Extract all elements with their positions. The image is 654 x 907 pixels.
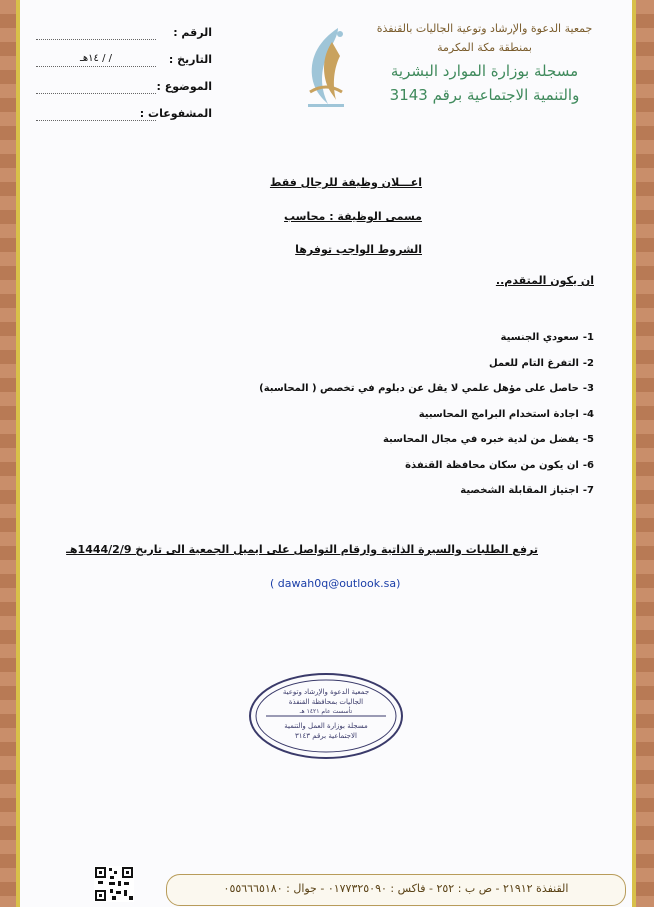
svg-text:مسجلة بوزارة العمل والتنمية: مسجلة بوزارة العمل والتنمية <box>284 722 368 730</box>
decorative-border-right <box>636 0 654 907</box>
submission-instructions: ترفع الطلبات والسيرة الذاتية وارقام التواصل على ايميل الجمعية الى تاريخ 1444/2/9هـ <box>66 543 538 556</box>
meta-value: / / ١٤هـ <box>36 53 156 67</box>
applicant-intro: ان يكون المتقدم.. <box>495 274 594 287</box>
meta-value <box>36 80 156 94</box>
organization-header <box>367 22 602 104</box>
list-item: 1-سعودي الجنسية <box>500 332 594 343</box>
decorative-border-left <box>0 0 16 907</box>
list-item: 2-التفرغ التام للعمل <box>488 357 594 369</box>
org-logo-icon <box>298 22 354 112</box>
official-stamp-icon <box>246 670 406 762</box>
list-item: 6-ان يكون من سكان محافظة القنفذة <box>405 459 594 471</box>
meta-label: الموضوع : <box>156 80 212 93</box>
requirements-list <box>259 332 594 511</box>
meta-row-attachments <box>36 107 212 121</box>
meta-value <box>36 107 156 121</box>
org-region: بمنطقة مكة المكرمة <box>437 41 532 54</box>
meta-label: المشفوعات : <box>139 107 212 120</box>
list-item: 3-حاصل على مؤهل علمي لا يقل عن دبلوم في تخصص ( المحاسبة) <box>259 383 594 394</box>
meta-label: الرقم : <box>173 26 212 39</box>
list-item: 4-اجادة استخدام البرامج المحاسبية <box>418 408 594 420</box>
announcement-title: اعـــلان وظيفة للرجال فقط <box>269 176 422 189</box>
qr-code-icon <box>94 866 134 902</box>
list-item: 5-يفضل من لدية خبره في مجال المحاسبة <box>382 434 594 445</box>
svg-text:جمعية الدعوة والإرشاد وتوعية: جمعية الدعوة والإرشاد وتوعية <box>282 688 370 696</box>
org-registration-line1: مسجلة بوزارة الموارد البشرية <box>390 62 579 80</box>
org-registration-line2: والتنمية الاجتماعية برقم 3143 <box>389 86 580 104</box>
org-name: جمعية الدعوة والإرشاد وتوعية الجاليات بالقنفذة <box>376 22 593 35</box>
letterhead-page <box>20 0 632 907</box>
svg-text:تأسست عام ١٤٢١ هـ: تأسست عام ١٤٢١ هـ <box>299 708 353 715</box>
contact-email-link[interactable]: ( dawah0q@outlook.sa) <box>270 577 401 590</box>
document-meta <box>36 26 212 134</box>
list-item: 7-اجتياز المقابلة الشخصية <box>460 485 594 496</box>
job-title: مسمى الوظيفة : محاسب <box>284 210 422 223</box>
meta-row-number <box>36 26 212 40</box>
svg-text:الاجتماعية برقم ٣١٤٣: الاجتماعية برقم ٣١٤٣ <box>295 732 357 740</box>
meta-label: التاريخ : <box>168 53 212 66</box>
footer-contact: القنفذة ٢١٩١٢ - ص ب : ٢٥٢ - فاكس : ٠١٧٧٣٢٥٠٩٠ - جوال : ٠٥٥٦٦٦٥١٨٠ <box>166 874 626 906</box>
meta-row-date <box>36 53 212 67</box>
meta-row-subject <box>36 80 212 94</box>
meta-value <box>36 26 156 40</box>
requirements-heading: الشروط الواجب توفرها <box>295 243 422 256</box>
svg-text:الجاليات بمحافظة القنفذة: الجاليات بمحافظة القنفذة <box>288 698 364 706</box>
